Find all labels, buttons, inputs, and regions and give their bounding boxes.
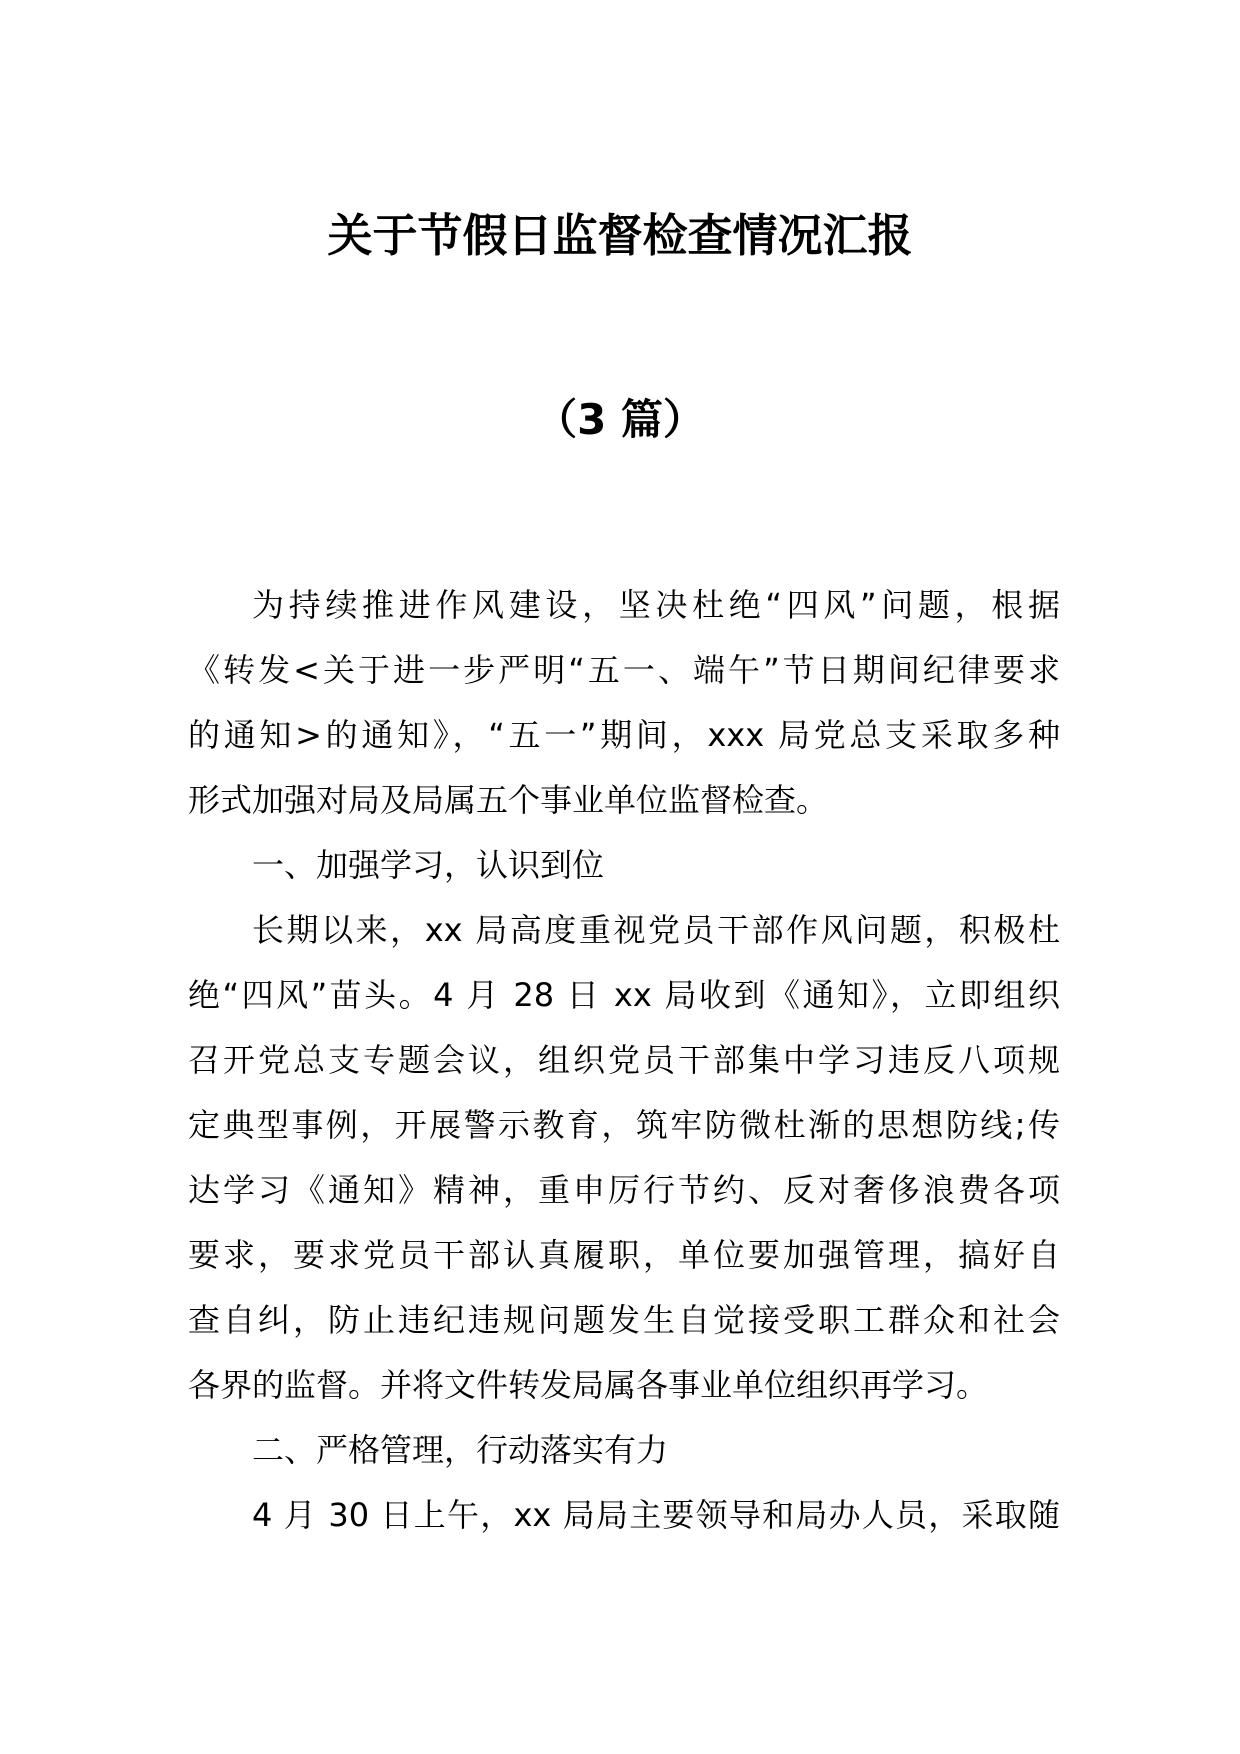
paragraph-line: 召开党总支专题会议，组织党员干部集中学习违反八项规 [188, 1041, 1060, 1079]
paragraph-line: 《转发<关于进一步严明“五一、端午”节日期间纪律要求 [188, 651, 1060, 689]
paragraph-line: 形式加强对局及局属五个事业单位监督检查。 [188, 781, 829, 819]
document-title: 关于节假日监督检查情况汇报 [327, 209, 913, 262]
paragraph-line: 定典型事例，开展警示教育，筑牢防微杜渐的思想防线;传 [188, 1106, 1060, 1144]
paragraph-line: 查自纠，防止违纪违规问题发生自觉接受职工群众和社会 [188, 1301, 1060, 1339]
paragraph-line: 长期以来，xx 局高度重视党员干部作风问题，积极杜 [252, 911, 1060, 949]
paragraph-line: 的通知>的通知》，“五一”期间，xxx 局党总支采取多种 [188, 716, 1060, 754]
document-body [188, 573, 1060, 1548]
section-heading: 一、加强学习，认识到位 [252, 846, 605, 884]
document-subtitle: （3 篇） [535, 395, 705, 444]
paragraph-line: 要求，要求党员干部认真履职，单位要加强管理，搞好自 [188, 1236, 1060, 1274]
paragraph-line: 绝“四风”苗头。4 月 28 日 xx 局收到《通知》，立即组织 [188, 976, 1060, 1014]
paragraph-line: 达学习《通知》精神，重申厉行节约、反对奢侈浪费各项 [188, 1171, 1060, 1209]
section-heading: 二、严格管理，行动落实有力 [252, 1431, 669, 1469]
paragraph-line: 各界的监督。并将文件转发局属各事业单位组织再学习。 [188, 1366, 989, 1404]
paragraph-line: 为持续推进作风建设，坚决杜绝“四风”问题，根据 [252, 586, 1060, 624]
paragraph-line: 4 月 30 日上午，xx 局局主要领导和局办人员，采取随 [252, 1496, 1060, 1534]
